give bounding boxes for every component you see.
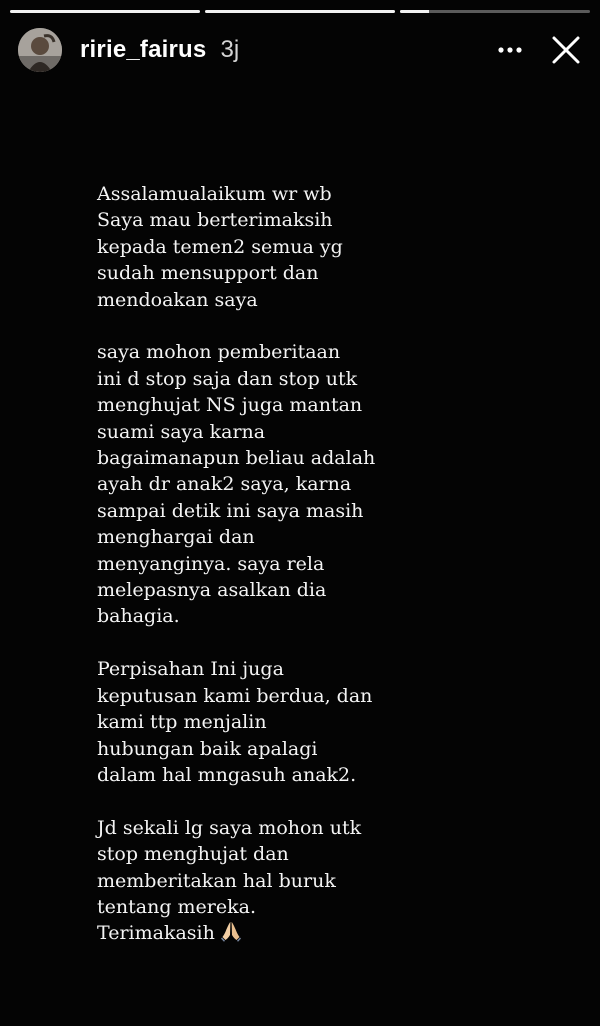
text-line: Jd sekali lg saya mohon utk: [97, 816, 362, 839]
progress-fill: [205, 10, 395, 13]
progress-fill: [10, 10, 200, 13]
text-line: memberitakan hal buruk: [97, 869, 336, 892]
text-line: menghujat NS juga mantan: [97, 394, 363, 417]
story-header: [18, 28, 588, 72]
text-line: saya mohon pemberitaan: [97, 341, 341, 364]
more-options-button[interactable]: [488, 28, 532, 72]
progress-fill: [400, 10, 429, 13]
text-line: Saya mau berterimaksih: [97, 209, 333, 232]
folded-hands-emoji: [221, 920, 241, 949]
avatar-image: [18, 28, 62, 72]
text-line: bagaimanapun beliau adalah: [97, 447, 376, 470]
avatar[interactable]: [18, 28, 62, 72]
paragraph-request: [97, 339, 397, 629]
paragraph-separation: [97, 656, 397, 788]
text-line: melepasnya asalkan dia: [97, 579, 327, 602]
text-line: kami ttp menjalin: [97, 711, 267, 734]
thanks-text: Terimakasih: [97, 922, 215, 945]
text-line: Perpisahan Ini juga: [97, 658, 284, 681]
text-line: sudah mensupport dan: [97, 262, 319, 285]
timestamp: 3j: [220, 36, 240, 63]
text-line-thanks: [97, 920, 397, 949]
username[interactable]: ririe_fairus: [80, 36, 207, 63]
progress-segment: [400, 10, 590, 13]
more-horizontal-icon: [497, 46, 523, 54]
paragraph-closing: [97, 815, 397, 950]
text-line: ayah dr anak2 saya, karna: [97, 473, 352, 496]
text-line: Assalamualaikum wr wb: [97, 183, 332, 205]
text-line: ini d stop saja dan stop utk: [97, 367, 358, 390]
text-line: keputusan kami berdua, dan: [97, 684, 373, 707]
text-line: mendoakan saya: [97, 288, 258, 311]
close-icon: [551, 35, 581, 65]
folded-hands-icon: [221, 920, 241, 942]
text-line: stop menghujat dan: [97, 843, 289, 866]
text-line: bahagia.: [97, 605, 180, 628]
text-line: tentang mereka.: [97, 895, 256, 918]
story-text: [97, 181, 397, 976]
paragraph-greeting: [97, 181, 397, 313]
text-line: dalam hal mngasuh anak2.: [97, 763, 357, 786]
progress-segment: [10, 10, 200, 13]
progress-segment: [205, 10, 395, 13]
text-line: suami saya karna: [97, 420, 266, 443]
text-line: menyanginya. saya rela: [97, 552, 325, 575]
close-button[interactable]: [544, 28, 588, 72]
text-line: menghargai dan: [97, 526, 255, 549]
story-progress-bars: [10, 10, 590, 14]
text-line: hubungan baik apalagi: [97, 737, 318, 760]
text-line: sampai detik ini saya masih: [97, 499, 364, 522]
text-line: kepada temen2 semua yg: [97, 235, 343, 258]
